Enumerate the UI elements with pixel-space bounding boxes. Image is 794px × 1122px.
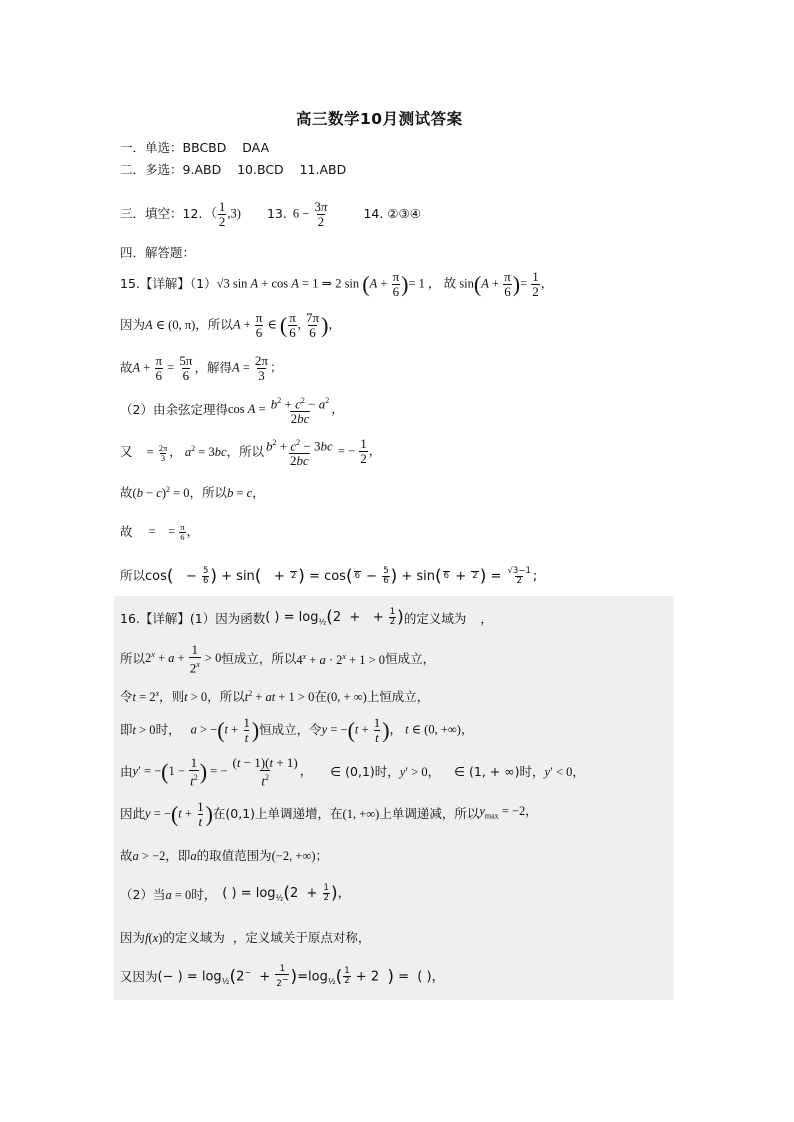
q15-eq-1: √3 sin A + cos A = 1 ⇒ 2 sin (A + $\frac{\pi}{6}$ )= 1 ， 故 sin(A + $\frac{\pi}{6}$ )= $\frac{1}{2}$ ， bbox=[216, 268, 554, 299]
q16-l5-text-b: 时， bbox=[374, 764, 400, 779]
multi-choice-label: 二．多选： bbox=[120, 162, 183, 177]
q15-head: 15.【详解】（1） bbox=[120, 276, 217, 291]
q15-l3-text-a: 故 bbox=[120, 360, 133, 375]
q16-l3-text-d: 在 bbox=[314, 689, 327, 705]
q16-eq-13: y′ > 0， bbox=[399, 765, 441, 779]
q16-eq-2: $2^x + a$ + $\frac{1}{2^x}$ > 0 bbox=[145, 641, 222, 676]
q16-l7-text-b: ，即 bbox=[165, 848, 191, 863]
q16-l7-text-a: 故 bbox=[120, 848, 133, 863]
q16-line-3 bbox=[120, 686, 429, 705]
q16-eq-23: ( ) = $\log_{\frac{1}{2}}(2$ + $\frac{1}{2}$ )， bbox=[222, 882, 351, 904]
q16-l4-text-b: 时， bbox=[155, 722, 181, 737]
q15-l3-text-b: ，解得 bbox=[194, 360, 232, 375]
q16-eq-6: $t^2$ + at + 1 > 0 bbox=[244, 689, 315, 705]
q16-l2-text-b: 恒成立，所以 bbox=[221, 651, 297, 666]
q16-l9-text-a: 因为 bbox=[120, 930, 146, 945]
q16-eq-3: $4^x + a \cdot 2^x + 1 > 0$ bbox=[296, 652, 386, 668]
q16-l3-text-b: ，则 bbox=[159, 689, 185, 705]
single-choice-label: 一．单选： bbox=[120, 140, 183, 155]
q15-line-1 bbox=[120, 266, 553, 302]
q15-line-7 bbox=[120, 518, 199, 546]
q15-line-2 bbox=[120, 307, 341, 343]
q16-l7-text-c: 的取值范围为 bbox=[196, 848, 272, 863]
q16-eq-21: (−2, +∞)； bbox=[271, 849, 328, 863]
q16-eq-25: (− ) = $\log_{\frac{1}{2}}(2^-$ + $\frac{1}{2^-}$ )$=\log_{\frac{1}{2}}$( $\frac{1}{2}$ + 2 ) = ( )， bbox=[157, 963, 445, 989]
q15-eq-4: A + $\frac{\pi}{6}$ = $\frac{5\pi}{6}$ bbox=[132, 352, 193, 383]
q15-eq-2: A ∈ (0, π) bbox=[145, 318, 196, 332]
q16-eq-17: (1, +∞) bbox=[342, 807, 380, 821]
q16-eq-8: t > 0 bbox=[132, 723, 156, 737]
solutions-heading: 四．解答题： bbox=[120, 245, 196, 260]
q16-line-5 bbox=[120, 754, 585, 790]
q16-eq-14: ∈ (1, + ∞) bbox=[454, 764, 520, 779]
q16-eq-9: a > −(t + $\frac{1}{t}$ ) bbox=[190, 714, 260, 745]
q15-line-8 bbox=[120, 560, 537, 592]
q15-l6-text-b: ，所以 bbox=[189, 485, 228, 501]
q15-line-6 bbox=[120, 482, 265, 501]
q16-eq-12: ∈ (0,1) bbox=[330, 764, 375, 779]
q15-l2-text-a: 因为 bbox=[120, 317, 146, 332]
fill-blank-line bbox=[120, 196, 421, 232]
q16-l10-text-a: 又因为 bbox=[120, 969, 158, 984]
q16-eq-18: $y_{max} = -2$， bbox=[479, 804, 538, 821]
q15-eq-7: = $\frac{2\pi}{3}$ ， $a^2 = 3bc$ bbox=[146, 442, 227, 463]
q15-l2-text-b: ，所以 bbox=[195, 317, 233, 332]
q16-eq-22: a = 0 bbox=[165, 888, 192, 902]
q16-l6-text-a: 因此 bbox=[120, 806, 146, 821]
q15-eq-3: A + $\frac{\pi}{6}$ ∈ ( $\frac{\pi}{6}$ , $\frac{7\pi}{6}$ )， bbox=[232, 309, 341, 340]
q16-l8-text-b: 时， bbox=[191, 887, 217, 902]
q16-l5-text-c: 时， bbox=[519, 764, 545, 779]
q16-line-10 bbox=[120, 962, 445, 992]
q16-line-9 bbox=[120, 930, 370, 946]
single-choice-answers: BBCBD DAA bbox=[182, 140, 270, 155]
q15-line-3 bbox=[120, 350, 283, 386]
q12-answer: （ $\frac{1}{2}$ ,3) bbox=[204, 198, 241, 229]
q15-eq-6: cos A = $\frac{b^2 + c^2 - a^2}{2bc}$ ， bbox=[227, 395, 344, 427]
q16-eq-5: t > 0 bbox=[184, 690, 208, 705]
q16-l4-text-c: 恒成立，令 bbox=[259, 722, 322, 737]
q16-eq-1: ( ) = $\log_{\frac{1}{2}}(2$ + + $\frac{1}{2}$ ) bbox=[265, 606, 404, 628]
q15-eq-9: $(b - c)^2 = 0$ bbox=[132, 485, 190, 501]
q16-eq-19: a > −2 bbox=[132, 849, 166, 863]
q15-l5-text-a: 又 bbox=[120, 444, 133, 459]
q15-eq-10: b = c， bbox=[227, 486, 265, 501]
q16-eq-20: a bbox=[190, 849, 197, 863]
page-title: 高三数学10月测试答案 bbox=[296, 110, 463, 128]
q15-l6-text-a: 故 bbox=[120, 485, 133, 501]
q16-l5-text-a: 由 bbox=[120, 764, 133, 779]
q15-l4-text-a: （2）由余弦定理得 bbox=[120, 402, 228, 417]
q16-head-tail: 的定义域为 bbox=[403, 611, 467, 626]
q16-l6-text-c: 上单调递减，所以 bbox=[379, 806, 480, 821]
q15-line-4 bbox=[120, 392, 344, 428]
q15-eq-8: $\frac{b^2 + c^2 - 3bc}{2bc}$ = − $\frac{1}{2}$ ， bbox=[266, 436, 382, 469]
single-choice-line bbox=[120, 140, 269, 156]
q12-number: 12. bbox=[182, 206, 203, 221]
q16-eq-4: $t = 2^x$ bbox=[132, 689, 160, 705]
q16-l3-text-a: 令 bbox=[120, 689, 133, 705]
q14-answer: 14. ②③④ bbox=[363, 206, 421, 221]
q15-eq-12: cos( − $\frac{5}{6}$ ) + sin( + 2 ) = cos( 6 − $\frac{5}{6}$ ) + sin( 6 + 2 ) = $\frac{√3-1}{2}$ ; bbox=[145, 565, 538, 586]
q16-line-1: 16.【详解】(1）因为函数 ( ) = $\log_{\frac{1}{2}}(2$ + + $\frac{1}{2}$ ) 的定义域为 ， bbox=[120, 604, 493, 634]
q16-l4-text-a: 即 bbox=[120, 722, 133, 737]
q16-l8-text-a: （2）当 bbox=[120, 887, 166, 902]
q13-answer: 6 − $\frac{3\pi}{2}$ bbox=[292, 198, 328, 229]
multi-choice-answers: 9.ABD 10.BCD 11.ABD bbox=[182, 162, 347, 177]
q16-eq-24: f(x) bbox=[145, 931, 163, 945]
q16-eq-7: (0, + ∞) bbox=[326, 690, 367, 705]
q16-line-6 bbox=[120, 796, 538, 832]
q15-l7-text-a: 故 bbox=[120, 524, 133, 539]
q15-line-5 bbox=[120, 434, 381, 470]
q16-l9-text-c: ，定义域关于原点对称， bbox=[232, 930, 371, 945]
q16-line-2 bbox=[120, 642, 435, 676]
q16-eq-16: y = −(t + $\frac{1}{t}$ ) bbox=[145, 798, 213, 829]
q16-line-8 bbox=[120, 880, 351, 910]
q16-head: 16.【详解】(1）因为函数 bbox=[120, 611, 266, 626]
q16-eq-10: y = −(t + $\frac{1}{t}$ )， t ∈ (0, +∞)， bbox=[321, 714, 474, 745]
q16-eq-15: y′ < 0， bbox=[544, 765, 585, 779]
multi-choice-line bbox=[120, 162, 346, 178]
q15-eq-5: A = $\frac{2\pi}{3}$ ； bbox=[231, 352, 283, 383]
fill-blank-label: 三．填空： bbox=[120, 206, 183, 221]
q16-l2-text-c: 恒成立， bbox=[385, 651, 436, 666]
q13-number: 13. bbox=[266, 206, 287, 221]
q16-l9-text-b: 的定义域为 bbox=[162, 930, 225, 945]
q15-l8-text-a: 所以 bbox=[120, 568, 146, 583]
q16-line-4 bbox=[120, 712, 473, 748]
q15-l5-text-b: ，所以 bbox=[226, 444, 265, 459]
q16-eq-11: y′ = −(1 − $\frac{1}{t^2}$ ) = − $\frac{(t - 1)(t + 1)}{t^2}$ ， bbox=[132, 754, 313, 789]
q16-l6-text-b: 在(0,1)上单调递增，在 bbox=[212, 806, 343, 821]
q16-l3-text-e: 上恒成立， bbox=[366, 689, 430, 705]
q15-eq-11: = = $\frac{\pi}{6}$ ， bbox=[148, 521, 200, 542]
q16-l3-text-c: ，所以 bbox=[207, 689, 245, 705]
q16-line-7 bbox=[120, 848, 328, 864]
q16-l2-text-a: 所以 bbox=[120, 651, 146, 666]
